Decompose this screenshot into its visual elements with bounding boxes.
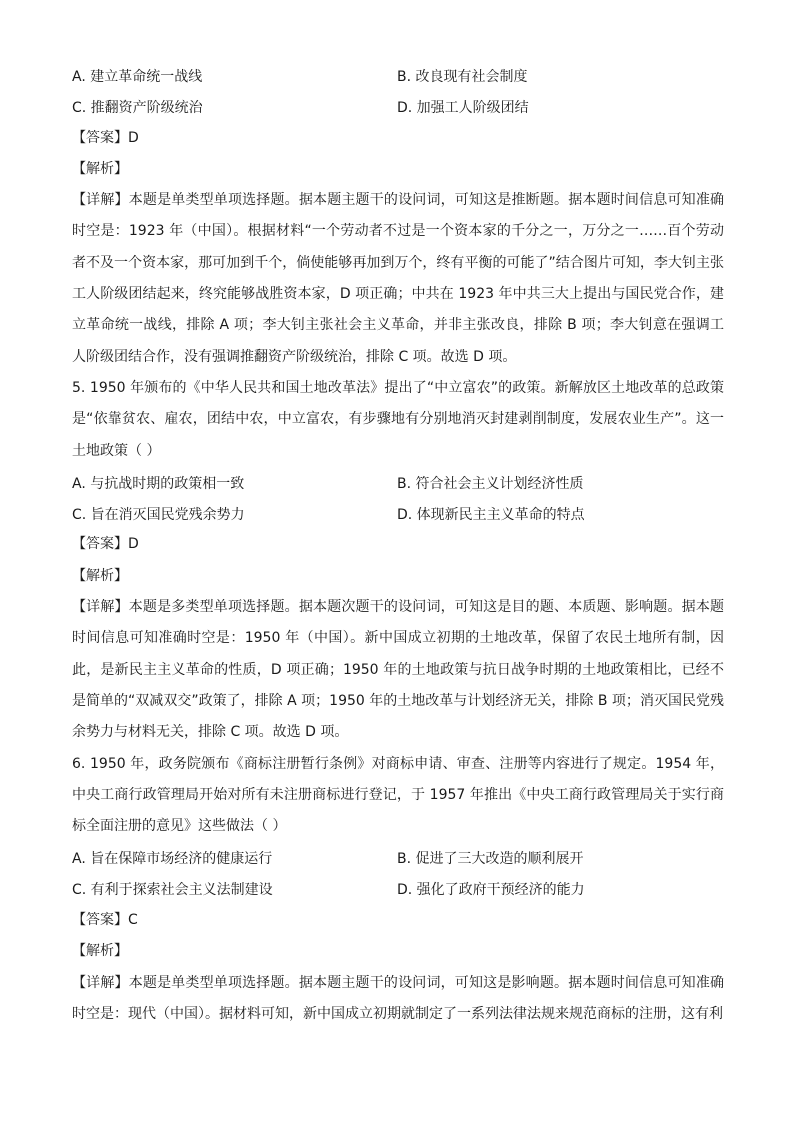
q4-analysis-heading: 【解析】 xyxy=(72,160,128,177)
q6-options-row-1 xyxy=(72,842,724,873)
q4-detail: 【详解】本题是单类型单项选择题。据本题主题干的设问词，可知这是推断题。据本题时间信息可知准确时空是：1923 年（中国）。根据材料“一个劳动者不过是一个资本家的千分之一，万分之一……百个劳动者不及一个资本家，那可加到千个，倘使能够再加到万个，终有平衡的可能了”结合图片可知，李大钊主张工人阶级团结起来，终究能够战胜资本家，D 项正确；中共在 1923 年中共三大上提出与国民党合作，建立革命统一战线，排除 A 项；李大钊主张社会主义革命，并非主张改良，排除 B 项；李大钊意在强调工人阶级团结合作，没有强调推翻资产阶级统治，排除 C 项。故选 D 项。 xyxy=(72,192,724,365)
q6-option-b: B. 促进了三大改造的顺利展开 xyxy=(397,851,584,868)
q5-options-row-2 xyxy=(72,498,724,529)
q5-option-c: C. 旨在消灭国民党残余势力 xyxy=(72,506,245,523)
q5-detail: 【详解】本题是多类型单项选择题。据本题次题干的设问词，可知这是目的题、本质题、影响题。据本题时间信息可知准确时空是：1950 年（中国）。新中国成立初期的土地改革，保留了农民土地所有制，因此，是新民主主义革命的性质，D 项正确；1950 年的土地政策与抗日战争时期的土地政策相比，已经不是简单的“双减双交”政策了，排除 A 项；1950 年的土地改革与计划经济无关，排除 B 项；消灭国民党残余势力与材料无关，排除 C 项。故选 D 项。 xyxy=(72,599,724,741)
q4-options-row-2 xyxy=(72,91,724,122)
q4-option-c: C. 推翻资产阶级统治 xyxy=(72,99,203,116)
q5-option-d: D. 体现新民主主义革命的特点 xyxy=(397,506,585,523)
q4-option-a: A. 建立革命统一战线 xyxy=(72,68,203,85)
q5-analysis-heading: 【解析】 xyxy=(72,567,128,584)
q4-answer: 【答案】D xyxy=(72,129,139,146)
q6-analysis-heading: 【解析】 xyxy=(72,943,128,960)
q6-option-d: D. 强化了政府干预经济的能力 xyxy=(397,882,585,899)
document-page xyxy=(72,60,724,1030)
q5-options-row-1 xyxy=(72,467,724,498)
q6-option-a: A. 旨在保障市场经济的健康运行 xyxy=(72,851,273,868)
q4-option-b: B. 改良现有社会制度 xyxy=(397,68,528,85)
q6-detail: 【详解】本题是单类型单项选择题。据本题主题干的设问词，可知这是影响题。据本题时间信息可知准确时空是：现代（中国）。据材料可知，新中国成立初期就制定了一系列法律法规来规范商标的注册，这有利 xyxy=(72,974,724,1022)
q6-options-row-2 xyxy=(72,874,724,905)
q6-option-c: C. 有利于探索社会主义法制建设 xyxy=(72,882,273,899)
q5-stem: 5. 1950 年颁布的《中华人民共和国土地改革法》提出了“中立富农”的政策。新解放区土地改革的总政策是“依靠贫农、雇农，团结中农，中立富农，有步骤地有分别地消灭封建剥削制度，发展农业生产”。这一土地政策（ ） xyxy=(72,379,724,459)
q4-option-d: D. 加强工人阶级团结 xyxy=(397,99,529,116)
q6-answer: 【答案】C xyxy=(72,912,138,929)
q6-stem: 6. 1950 年，政务院颁布《商标注册暂行条例》对商标申请、审查、注册等内容进行了规定。1954 年，中央工商行政管理局开始对所有未注册商标进行登记，于 1957 年推出《中央工商行政管理局关于实行商标全面注册的意见》这些做法（ ） xyxy=(72,755,724,835)
q5-option-b: B. 符合社会主义计划经济性质 xyxy=(397,475,584,492)
q5-option-a: A. 与抗战时期的政策相一致 xyxy=(72,475,245,492)
q5-answer: 【答案】D xyxy=(72,536,139,553)
q4-options-row-1 xyxy=(72,60,724,91)
